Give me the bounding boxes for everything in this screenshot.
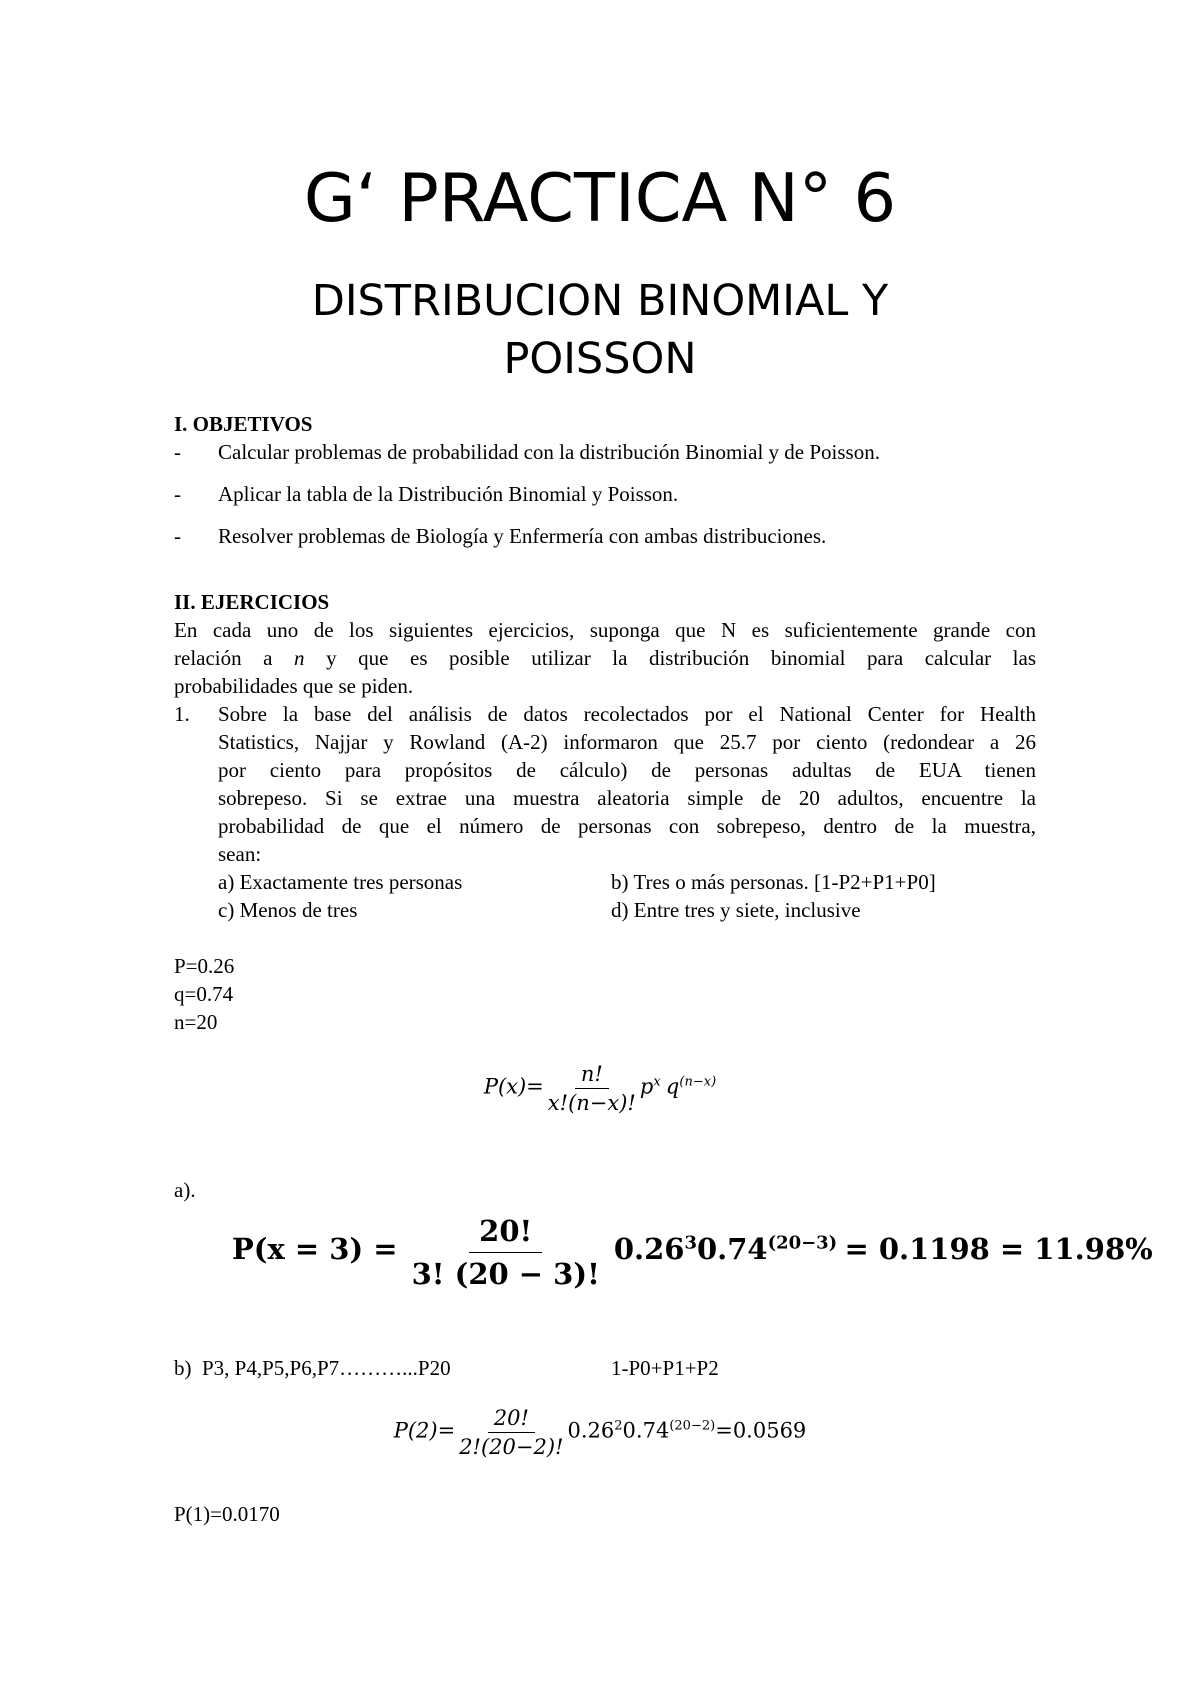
exercise-line: Sobre la base del análisis de datos recolectados por el National Center for Health	[218, 702, 1036, 726]
intro-line: probabilidades que se piden.	[174, 674, 414, 698]
exercise-line: sean:	[218, 842, 262, 866]
page-subtitle	[0, 272, 1200, 388]
page-title: G‘ PRACTICA N° 6	[303, 159, 897, 237]
part-a-base-2: 0.74	[696, 1232, 768, 1267]
formula-p: p	[639, 1074, 654, 1099]
part-a-result: = 0.1198 = 11.98%	[844, 1232, 1153, 1267]
param-p: P=0.26	[174, 954, 235, 978]
formula-denominator: x!(n−x)!	[547, 1091, 636, 1115]
formula-q: q	[665, 1074, 680, 1099]
objective-item: Aplicar la tabla de la Distribución Binomial y Poisson.	[218, 482, 679, 506]
part-b-numerator: 20!	[488, 1406, 535, 1433]
objectives-heading: I. OBJETIVOS	[174, 412, 313, 436]
part-a-numerator: 20!	[469, 1214, 542, 1253]
part-a-label: a).	[174, 1178, 196, 1202]
formula-lhs: P(x)=	[483, 1074, 544, 1099]
formula-fraction	[548, 1062, 636, 1115]
intro-text: y que es posible utilizar la distribución binomial para calcular las	[326, 646, 1037, 670]
part-a-exp-1: 3	[684, 1232, 697, 1254]
part-a-exp-2: (20−3)	[767, 1232, 838, 1254]
exercise-line: Statistics, Najjar y Rowland (A-2) informaron que 25.7 por ciento (redondear a 26	[218, 730, 1036, 754]
exercise-number: 1.	[174, 702, 190, 726]
bullet-dash: -	[174, 482, 181, 506]
part-b-complement: 1-P0+P1+P2	[611, 1356, 719, 1380]
intro-line	[174, 644, 1036, 672]
intro-line: En cada uno de los siguientes ejercicios, suponga que N es suficientemente grande con	[174, 618, 1036, 642]
p1-result: P(1)=0.0170	[174, 1502, 280, 1526]
option-b: b) Tres o más personas. [1-P2+P1+P0]	[611, 870, 936, 894]
part-b-exp-2: (20−2)	[669, 1418, 716, 1434]
part-b-base-2: 0.74	[622, 1418, 670, 1443]
part-b-base-1: 0.26	[567, 1418, 615, 1443]
subtitle-line-1: DISTRIBUCION BINOMIAL Y	[311, 276, 889, 326]
bullet-dash: -	[174, 440, 181, 464]
formula-p-exponent: x	[653, 1074, 661, 1090]
part-b-result: =0.0569	[715, 1418, 807, 1443]
part-b-label: b) P3, P4,P5,P6,P7………...P20	[174, 1356, 451, 1380]
intro-n: n	[294, 646, 305, 670]
objective-item: Resolver problemas de Biología y Enfermería con ambas distribuciones.	[218, 524, 827, 548]
objective-item: Calcular problemas de probabilidad con la distribución Binomial y de Poisson.	[218, 440, 880, 464]
exercise-line: por ciento para propósitos de cálculo) de personas adultas de EUA tienen	[218, 758, 1036, 782]
part-b-exp-1: 2	[614, 1418, 623, 1434]
part-a-equation	[232, 1214, 1153, 1291]
formula-q-exponent: (n−x)	[679, 1074, 717, 1090]
part-b-equation	[0, 1406, 1200, 1459]
exercise-line: probabilidad de que el número de personas con sobrepeso, dentro de la muestra,	[218, 814, 1036, 838]
bullet-dash: -	[174, 524, 181, 548]
exercises-heading: II. EJERCICIOS	[174, 590, 330, 614]
binomial-formula	[0, 1062, 1200, 1115]
formula-numerator: n!	[575, 1062, 609, 1089]
part-b-lhs: P(2)=	[393, 1418, 456, 1443]
intro-text: relación a	[174, 646, 273, 670]
param-q: q=0.74	[174, 982, 234, 1006]
option-a: a) Exactamente tres personas	[218, 870, 463, 894]
part-a-lhs: P(x = 3) =	[232, 1232, 398, 1267]
exercise-line: sobrepeso. Si se extrae una muestra aleatoria simple de 20 adultos, encuentre la	[218, 786, 1036, 810]
option-c: c) Menos de tres	[218, 898, 358, 922]
param-n: n=20	[174, 1010, 218, 1034]
part-a-fraction	[412, 1214, 600, 1291]
part-b-fraction	[459, 1406, 563, 1459]
part-a-denominator: 3! (20 − 3)!	[411, 1257, 600, 1291]
part-a-base-1: 0.26	[613, 1232, 685, 1267]
part-b-denominator: 2!(20−2)!	[459, 1435, 564, 1459]
option-d: d) Entre tres y siete, inclusive	[611, 898, 861, 922]
subtitle-line-2: POISSON	[503, 334, 697, 384]
